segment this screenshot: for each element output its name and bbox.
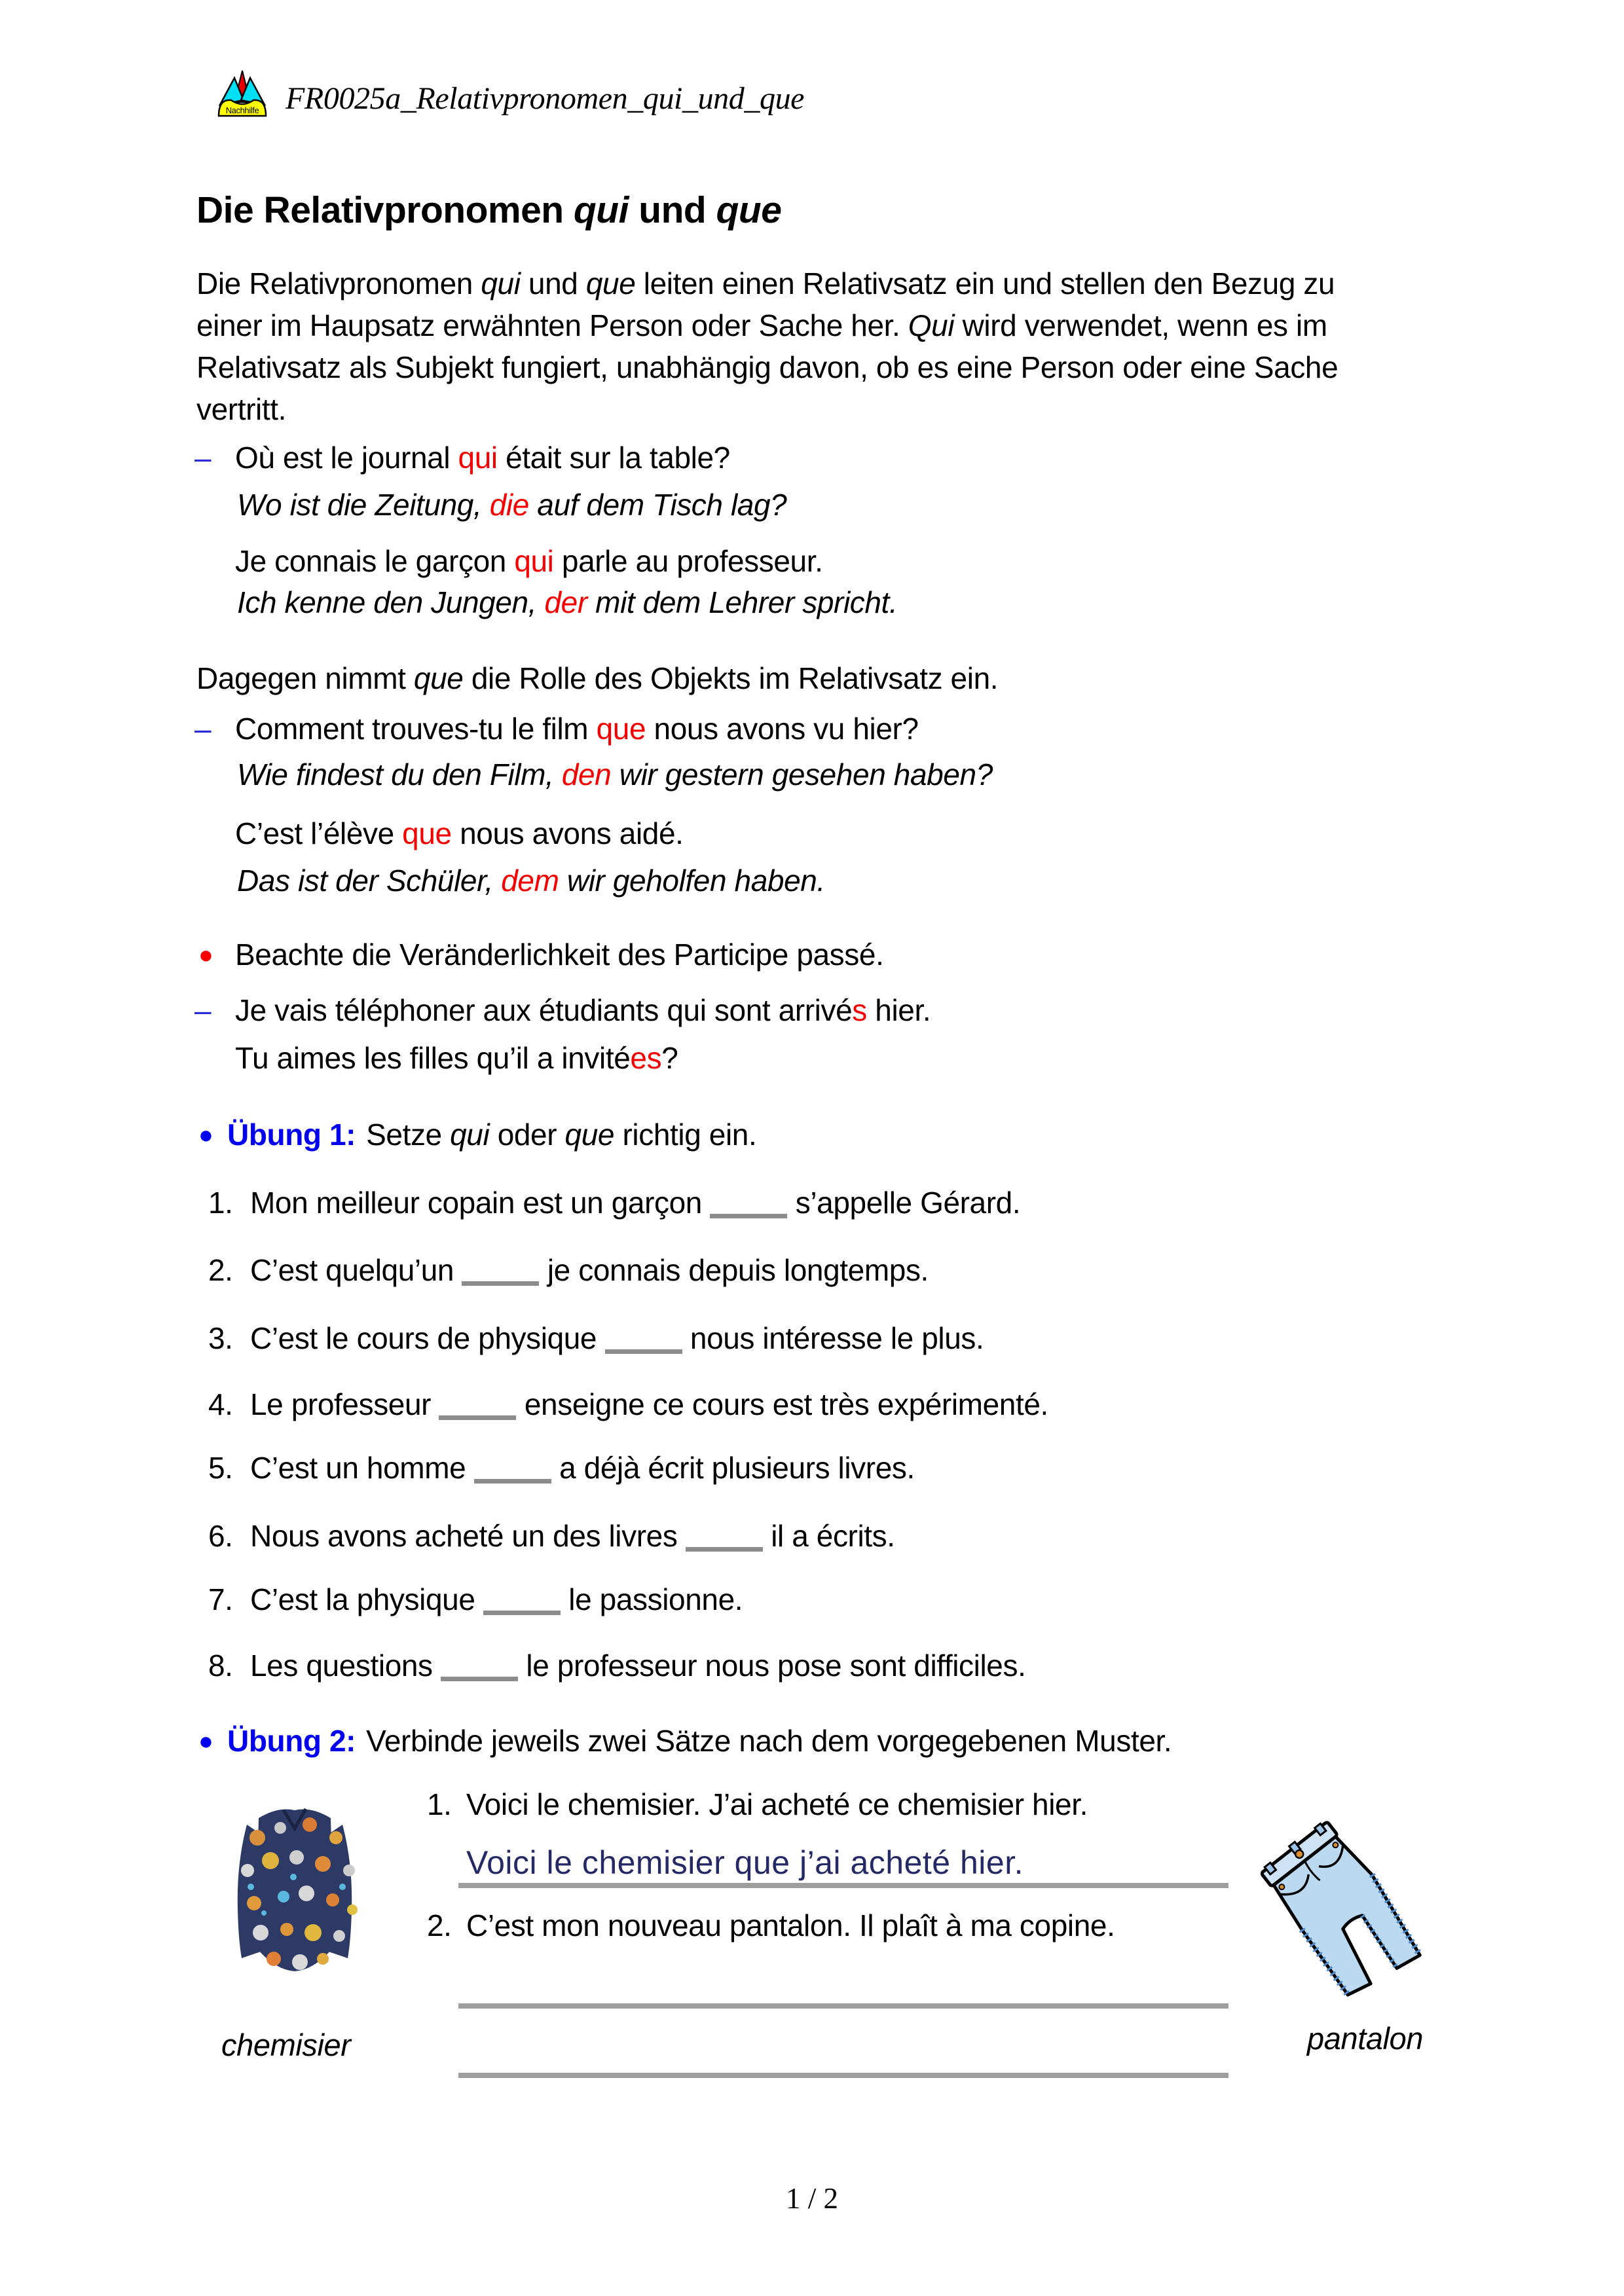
blank-line	[462, 1259, 539, 1286]
example-text	[235, 441, 730, 475]
text-run: richtig ein.	[614, 1118, 757, 1152]
text-run: wir geholfen haben.	[559, 864, 825, 898]
text-run: le professeur nous pose sont difficiles.	[518, 1649, 1026, 1683]
blank-line	[439, 1393, 516, 1420]
red-bullet-icon: ●	[198, 941, 213, 969]
item-text	[250, 1186, 1020, 1220]
text-run: leiten einen Relativsatz ein und stellen den Bezug zu	[635, 266, 1335, 301]
example-fr-4	[235, 816, 684, 852]
intro-line-2	[196, 308, 1327, 344]
item-number: 7.	[208, 1582, 233, 1616]
text-run: es	[630, 1041, 662, 1075]
text-run: a déjà écrit plusieurs livres.	[551, 1451, 915, 1485]
chemisier-image	[218, 1798, 371, 1988]
text-run: auf dem Tisch lag?	[528, 488, 787, 522]
item-number: 2.	[427, 1908, 452, 1942]
example-fr-6	[235, 1040, 678, 1076]
pantalon-image	[1257, 1813, 1442, 2001]
text-run: einer im Haupsatz erwähnten Person oder Sache her.	[196, 308, 908, 342]
handwritten-answer: Voici le chemisier que j’ai acheté hier.	[466, 1844, 1024, 1881]
item-number: 3.	[208, 1321, 233, 1355]
example-fr-1	[194, 440, 730, 476]
text-run: Setze	[366, 1118, 451, 1152]
text-run: Relativsatz als Subjekt fungiert, unabhängig davon, ob es eine Person oder eine Sache	[196, 350, 1338, 384]
item-text	[250, 1321, 984, 1355]
text-run: que	[596, 712, 646, 746]
logo-text: Nachhilfe	[225, 105, 259, 115]
text-run: die	[489, 488, 529, 522]
text-run: que	[402, 816, 452, 850]
text-run: il a écrits.	[762, 1519, 895, 1553]
blue-bullet-icon: ●	[198, 1121, 213, 1149]
dash-bullet: –	[194, 712, 212, 746]
example-de-3	[237, 757, 993, 793]
text-run: nous avons aidé.	[451, 816, 684, 850]
nachhilfe-logo-icon	[216, 68, 268, 118]
blank-line	[686, 1525, 763, 1552]
blank-line	[605, 1327, 682, 1354]
item-text	[250, 1451, 915, 1485]
page-number: 1 / 2	[785, 2182, 838, 2215]
item-text	[250, 1649, 1025, 1683]
note-text	[235, 938, 883, 972]
exercise-item-3	[208, 1321, 984, 1357]
text-run: s	[852, 993, 867, 1027]
exercise-item-8	[208, 1648, 1025, 1684]
blank-line	[710, 1192, 787, 1218]
text-run: que	[716, 189, 782, 231]
text-run: nous avons vu hier?	[646, 712, 919, 746]
text-run: Je connais le garçon	[235, 544, 515, 578]
item-text	[466, 1908, 1115, 1942]
exercise-item-6	[208, 1518, 895, 1554]
text-run: que	[413, 661, 464, 695]
text-run: C’est un homme	[250, 1451, 474, 1485]
text-run: Où est le journal	[235, 441, 458, 475]
text-run: qui	[514, 544, 554, 578]
uebung1-heading	[198, 1117, 756, 1153]
example-de-1	[237, 487, 786, 523]
text-run: wir gestern gesehen haben?	[611, 757, 993, 792]
text-run: Die Relativpronomen	[196, 266, 481, 301]
example-fr-5	[194, 993, 931, 1029]
text-run: und	[520, 266, 586, 301]
answer-line-2	[458, 2003, 1228, 2009]
item-number: 1.	[208, 1186, 233, 1220]
text-run: hier.	[866, 993, 931, 1027]
text-run: que	[585, 266, 636, 301]
text-run: der	[544, 585, 587, 619]
text-run: C’est le cours de physique	[250, 1321, 605, 1355]
text-run: Verbinde jeweils zwei Sätze nach dem vorgegebenen Muster.	[366, 1724, 1172, 1758]
text-run: die Rolle des Objekts im Relativsatz ein.	[463, 661, 999, 695]
text-run: den	[561, 757, 612, 792]
exercise-item-1	[208, 1185, 1020, 1221]
uebung1-instruction	[366, 1118, 756, 1152]
dash-bullet: –	[194, 441, 212, 475]
text-run: Wo ist die Zeitung,	[237, 488, 490, 522]
text-run: Les questions	[250, 1649, 441, 1683]
text-run: oder	[489, 1118, 565, 1152]
text-run: Beachte die Veränderlichkeit des Participe passé.	[235, 938, 884, 972]
text-run: s’appelle Gérard.	[787, 1186, 1021, 1220]
text-run: C’est quelqu’un	[250, 1253, 462, 1287]
uebung2-heading	[198, 1723, 1172, 1759]
uebung2-item-1	[427, 1787, 1088, 1823]
text-run: Voici le chemisier. J’ai acheté ce chemisier hier.	[466, 1787, 1088, 1821]
example-fr-3	[194, 711, 919, 747]
blank-line	[474, 1457, 551, 1484]
text-run: dem	[501, 864, 559, 898]
uebung2-item-2	[427, 1908, 1115, 1944]
document-header	[216, 68, 804, 118]
item-number: 5.	[208, 1451, 233, 1485]
item-text	[250, 1387, 1048, 1421]
item-number: 6.	[208, 1519, 233, 1553]
text-run: C’est l’élève	[235, 816, 403, 850]
item-text	[466, 1787, 1088, 1821]
text-run: ?	[661, 1041, 678, 1075]
item-text	[250, 1582, 743, 1616]
text-run: und	[628, 189, 716, 231]
text-run: que	[564, 1118, 615, 1152]
blank-line	[483, 1588, 561, 1615]
text-run: enseigne ce cours est très expérimenté.	[516, 1387, 1048, 1421]
text-run: Qui	[908, 308, 955, 342]
pantalon-label: pantalon	[1307, 2021, 1424, 2056]
text-run: était sur la table?	[497, 441, 730, 475]
note-line	[198, 937, 883, 973]
blue-bullet-icon: ●	[198, 1728, 213, 1755]
answer-line-3	[458, 2073, 1228, 2078]
intro-line-3	[196, 350, 1338, 386]
page-title	[196, 189, 781, 232]
text-run: Wie findest du den Film,	[237, 757, 562, 792]
exercise-item-5	[208, 1450, 915, 1486]
text-run: Je vais téléphoner aux étudiants qui sont arrivé	[235, 993, 853, 1027]
text-run: wird verwendet, wenn es im	[954, 308, 1327, 342]
text-run: Nous avons acheté un des livres	[250, 1519, 686, 1553]
text-run: Die Relativpronomen	[196, 189, 574, 231]
text-run: Tu aimes les filles qu’il a invité	[235, 1041, 631, 1075]
text-run: Mon meilleur copain est un garçon	[250, 1186, 710, 1220]
text-run: nous intéresse le plus.	[682, 1321, 984, 1355]
example-text	[235, 712, 919, 746]
text-run: Comment trouves-tu le film	[235, 712, 597, 746]
item-text	[250, 1519, 895, 1553]
text-run: le passionne.	[560, 1582, 743, 1616]
item-number: 1.	[427, 1787, 452, 1821]
example-text	[235, 993, 931, 1027]
text-run: parle au professeur.	[553, 544, 823, 578]
item-number: 2.	[208, 1253, 233, 1287]
uebung1-label: Übung 1:	[227, 1118, 356, 1152]
text-run: C’est la physique	[250, 1582, 483, 1616]
text-run: mit dem Lehrer spricht.	[587, 585, 898, 619]
intro-line-1	[196, 266, 1335, 302]
exercise-item-2	[208, 1252, 929, 1288]
blank-line	[441, 1654, 518, 1681]
text-run: Le professeur	[250, 1387, 439, 1421]
text-run: Dagegen nimmt	[196, 661, 414, 695]
exercise-item-4	[208, 1387, 1048, 1423]
text-run: qui	[481, 266, 521, 301]
example-de-2	[237, 585, 897, 621]
example-de-4	[237, 863, 825, 899]
text-run: je connais depuis longtemps.	[539, 1253, 929, 1287]
dagegen-paragraph	[196, 661, 998, 697]
uebung2-label: Übung 2:	[227, 1724, 356, 1758]
text-run: qui	[573, 189, 629, 231]
text-run: vertritt.	[196, 392, 286, 426]
text-run: qui	[450, 1118, 490, 1152]
item-number: 8.	[208, 1649, 233, 1683]
item-number: 4.	[208, 1387, 233, 1421]
dash-bullet: –	[194, 993, 212, 1027]
intro-line-4	[196, 392, 286, 428]
text-run: Ich kenne den Jungen,	[237, 585, 545, 619]
document-filename: FR0025a_Relativpronomen_qui_und_que	[286, 81, 805, 116]
text-run: qui	[458, 441, 498, 475]
exercise-item-7	[208, 1582, 743, 1618]
chemisier-label: chemisier	[221, 2028, 351, 2062]
text-run: Das ist der Schüler,	[237, 864, 502, 898]
answer-line-1	[458, 1883, 1228, 1888]
text-run: C’est mon nouveau pantalon. Il plaît à ma copine.	[466, 1908, 1115, 1942]
item-text	[250, 1253, 929, 1287]
uebung2-instruction	[366, 1724, 1172, 1758]
example-fr-2	[235, 543, 822, 579]
